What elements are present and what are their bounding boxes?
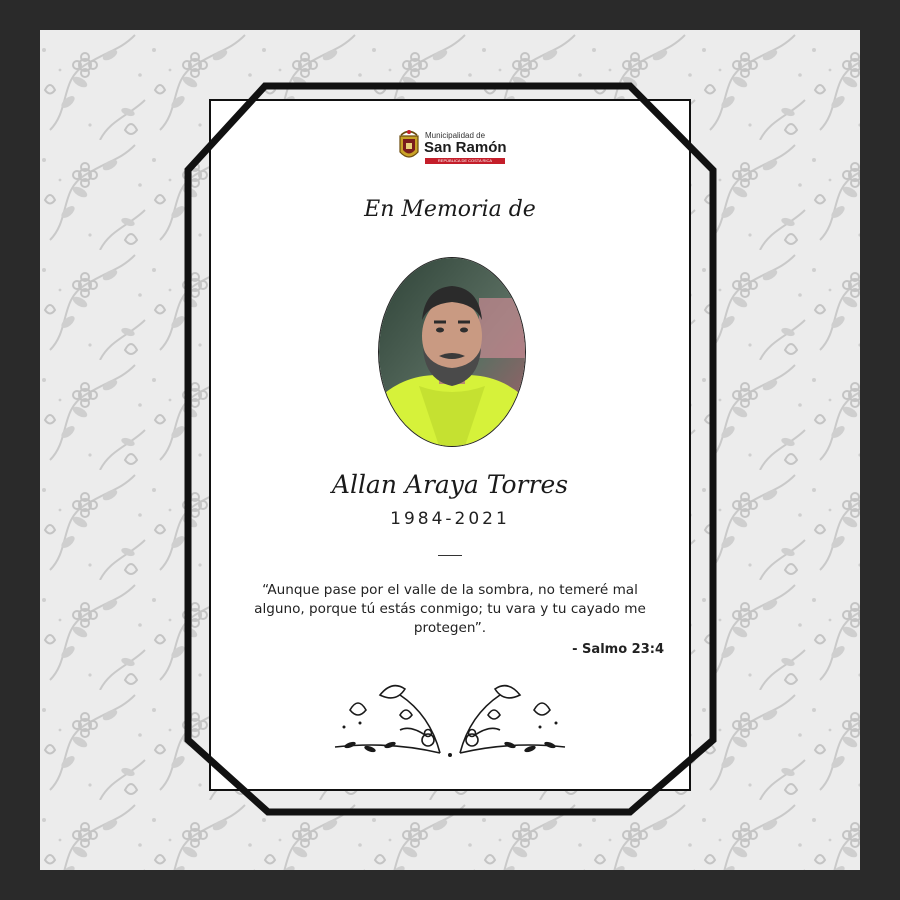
deceased-name: Allan Araya Torres [331, 470, 569, 499]
logo-top-line: Municipalidad de [425, 131, 486, 140]
memorial-heading: En Memoria de [364, 197, 536, 222]
municipal-shield-icon [397, 128, 421, 164]
life-years: 1984-2021 [390, 509, 510, 529]
logo-name: San Ramón [424, 139, 507, 156]
floral-ornament-icon [330, 675, 570, 765]
municipality-logo [395, 128, 525, 170]
portrait-photo [378, 257, 526, 447]
bible-quote: “Aunque pase por el valle de la sombra, no temeré mal alguno, porque tú estás conmigo; tu vara y tu cayado me protegen”. [254, 582, 646, 636]
portrait-illustration [379, 258, 525, 446]
divider [438, 555, 462, 556]
logo-band: REPÚBLICA DE COSTA RICA [425, 158, 505, 164]
quote-citation: - Salmo 23:4 [572, 642, 664, 657]
memorial-card [210, 100, 690, 790]
